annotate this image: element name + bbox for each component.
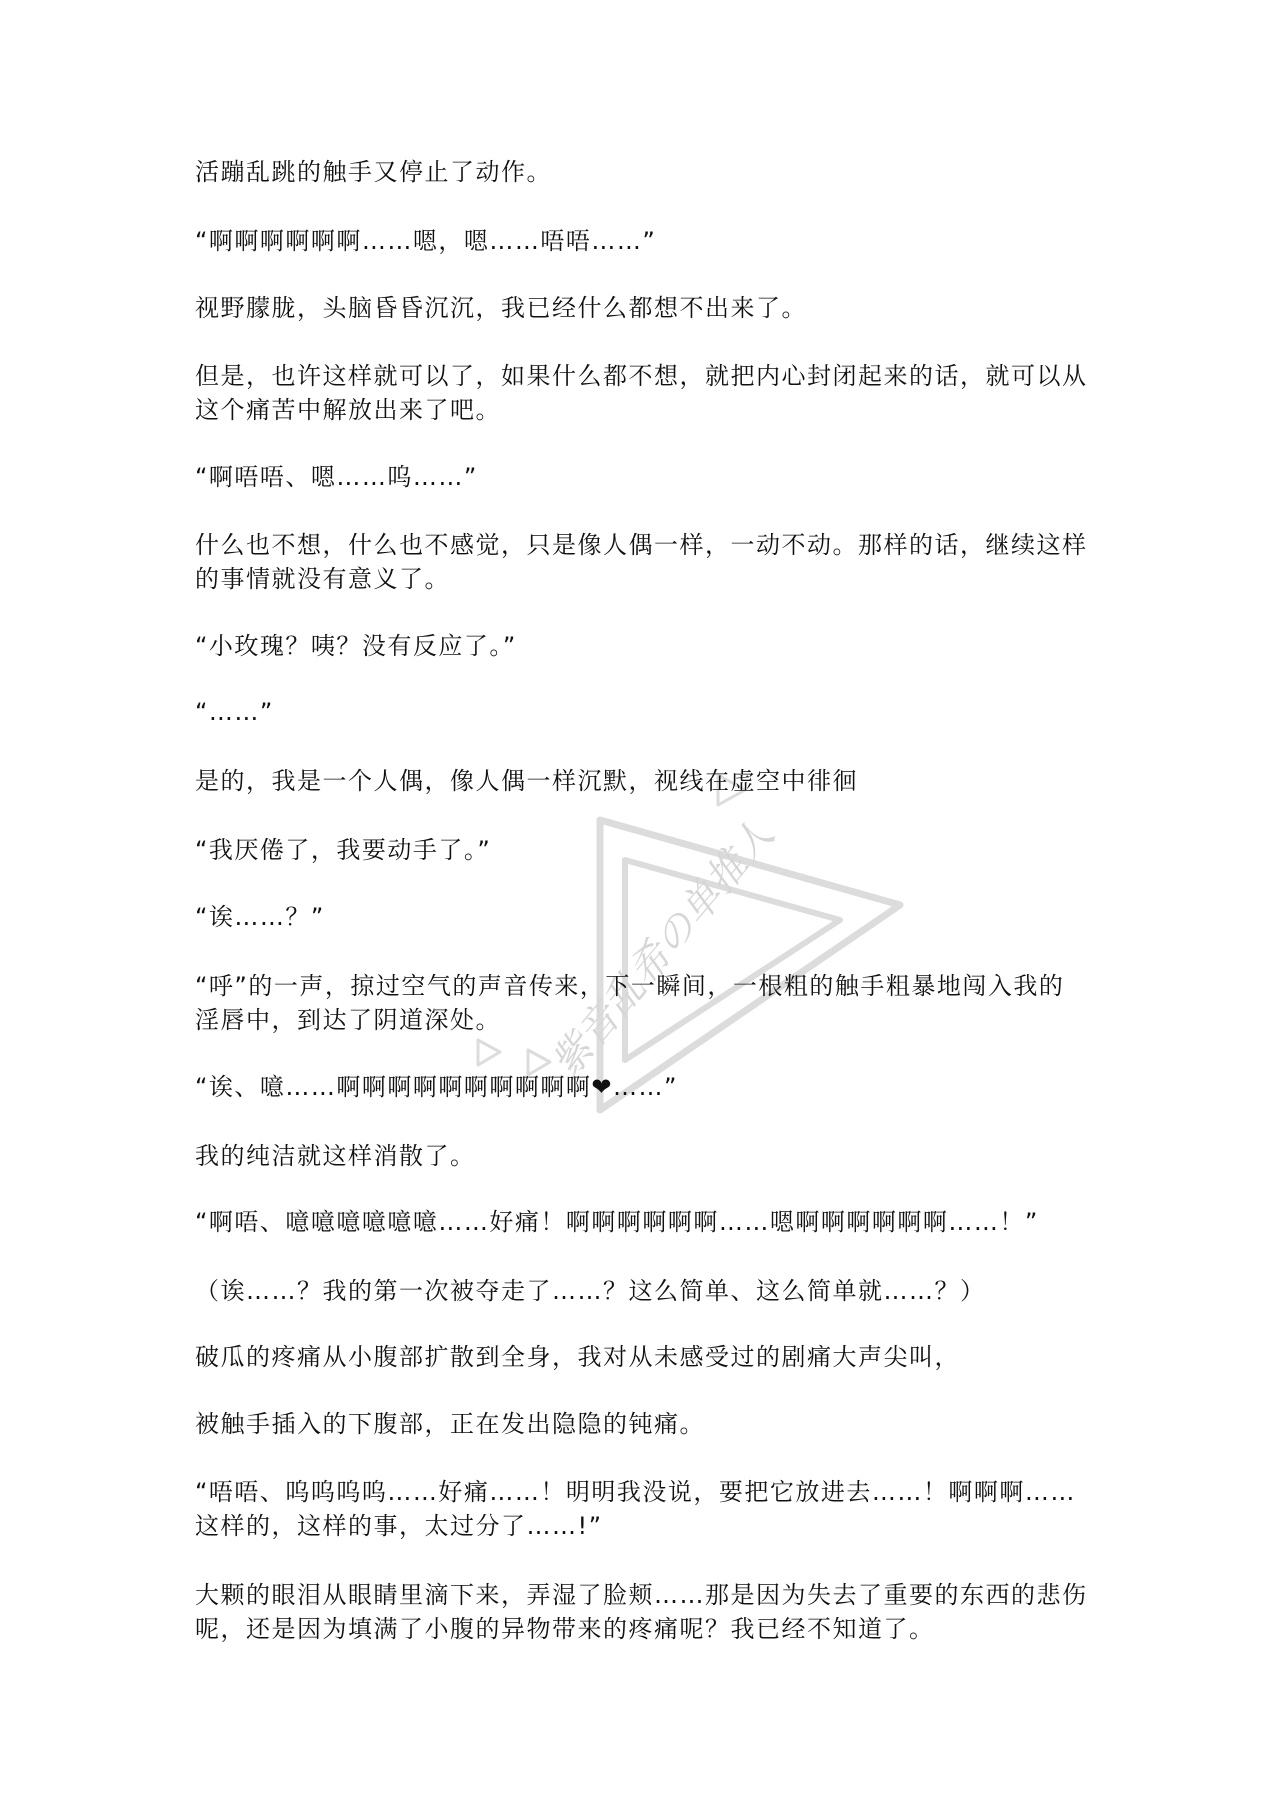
paragraph: [195, 900, 325, 934]
paragraph: [195, 764, 858, 798]
paragraph-line: 是的，我是一个人偶，像人偶一样沉默，视线在虚空中徘徊: [195, 767, 858, 795]
paragraph: [195, 528, 1088, 596]
paragraph-line: （诶……？我的第一次被夺走了……？这么简单、这么简单就……？）: [195, 1277, 986, 1305]
paragraph-line: “啊啊啊啊啊啊……嗯，嗯……唔唔……”: [195, 227, 657, 255]
paragraph-line: 这样的，这样的事，太过分了……!”: [195, 1512, 603, 1540]
paragraph: [195, 969, 1064, 1037]
paragraph-line: 破瓜的疼痛从小腹部扩散到全身，我对从未感受过的剧痛大声尖叫，: [195, 1343, 960, 1371]
watermark-triangle-tiny-1: [478, 1040, 500, 1065]
paragraph-line: “啊唔、噫噫噫噫噫噫……好痛！啊啊啊啊啊啊……嗯啊啊啊啊啊啊……！”: [195, 1208, 1039, 1236]
paragraph-line: “……”: [195, 698, 274, 726]
paragraph: [195, 1340, 960, 1374]
paragraph: [195, 359, 1088, 427]
paragraph-line: 视野朦胧，头脑昏昏沉沉，我已经什么都想不出来了。: [195, 294, 807, 322]
paragraph: [195, 833, 491, 867]
watermark-triangle-large: [600, 820, 900, 1110]
paragraph: [195, 1205, 1039, 1239]
paragraph: [195, 460, 478, 494]
paragraph-line: 被触手插入的下腹部，正在发出隐隐的钝痛。: [195, 1410, 705, 1438]
paragraph: [195, 155, 552, 189]
paragraph-line: “啊唔唔、嗯……呜……”: [195, 463, 478, 491]
paragraph: [195, 629, 517, 663]
paragraph-line: 我的纯洁就这样消散了。: [195, 1142, 476, 1170]
paragraph-line: “呼”的一声，掠过空气的声音传来，下一瞬间，一根粗的触手粗暴地闯入我的: [195, 972, 1065, 1000]
paragraph-line: 什么也不想，什么也不感觉，只是像人偶一样，一动不动。那样的话，继续这样: [195, 531, 1088, 559]
paragraph: [195, 1475, 1076, 1543]
paragraph: [195, 695, 274, 729]
watermark-text: 紫音乱希の单推人: [542, 811, 784, 1087]
paragraph-line: 淫唇中，到达了阴道深处。: [195, 1006, 501, 1034]
paragraph-line: “诶、噫……啊啊啊啊啊啊啊啊啊啊❤……”: [195, 1073, 678, 1101]
paragraph-line: 呢，还是因为填满了小腹的异物带来的疼痛呢？我已经不知道了。: [195, 1615, 935, 1643]
paragraph-line: 活蹦乱跳的触手又停止了动作。: [195, 158, 552, 186]
paragraph: [195, 1139, 476, 1173]
paragraph: [195, 1274, 986, 1308]
paragraph-line: 的事情就没有意义了。: [195, 565, 450, 593]
paragraph: [195, 1578, 1088, 1646]
paragraph-line: “我厌倦了，我要动手了。”: [195, 836, 492, 864]
paragraph: [195, 224, 656, 258]
paragraph-line: “唔唔、呜呜呜呜……好痛……！明明我没说，要把它放进去……！啊啊啊……: [195, 1478, 1076, 1506]
paragraph: [195, 1070, 678, 1104]
paragraph: [195, 1407, 705, 1441]
paragraph-line: 但是，也许这样就可以了，如果什么都不想，就把内心封闭起来的话，就可以从: [195, 362, 1088, 390]
paragraph: [195, 291, 807, 325]
paragraph-line: 大颗的眼泪从眼睛里滴下来，弄湿了脸颊……那是因为失去了重要的东西的悲伤: [195, 1581, 1088, 1609]
paragraph-line: “诶……？”: [195, 903, 325, 931]
paragraph-line: 这个痛苦中解放出来了吧。: [195, 396, 501, 424]
paragraph-line: “小玫瑰？咦？没有反应了。”: [195, 632, 517, 660]
